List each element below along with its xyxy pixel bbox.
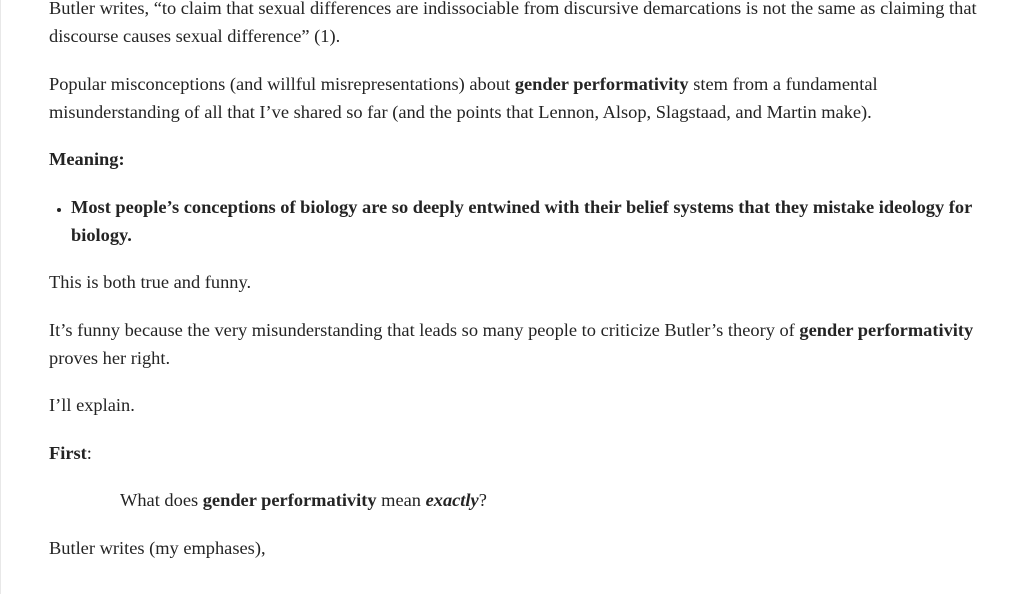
paragraph-meaning-heading [49,145,989,173]
list-item [71,193,989,249]
bold-term: gender performativity [799,319,974,340]
paragraph-text: I’ll explain. [49,395,135,415]
paragraph-misconceptions [49,70,989,126]
paragraph-text: stem from a fundamental misunderstanding of all that I’ve shared so far (and the points that Lennon, Alsop, Slagstaad, and Martin make). [49,73,878,122]
indented-question [49,486,989,514]
bold-term: gender performativity [514,73,689,94]
paragraph-text: mean [376,490,426,510]
paragraph-true-funny [49,268,989,296]
paragraph-explain [49,391,989,419]
paragraph-butler-quote [49,0,989,50]
paragraph-text: It’s funny because the very misunderstanding that leads so many people to criticize Butler’s theory of [49,319,800,340]
paragraph-funny-because [49,316,989,372]
paragraph-text: Popular misconceptions (and willful misrepresentations) about [49,73,515,94]
bullet-text: Most people’s conceptions of biology are so deeply entwined with their belief systems that they mistake ideology for biology. [71,196,972,245]
bold-heading: First [49,442,87,463]
paragraph-text: : [86,442,92,463]
bullet-list [49,193,989,249]
bold-italic-term: exactly [425,490,479,510]
paragraph-butler-writes [49,534,989,562]
bold-term: gender performativity [202,490,377,510]
paragraph-first-heading [49,439,989,467]
article-body [49,0,989,581]
bold-heading: Meaning: [49,149,125,169]
paragraph-text: ? [478,490,487,510]
paragraph-text: proves her right. [49,347,171,368]
left-divider [0,0,1,594]
paragraph-text: Butler writes (my emphases), [49,537,266,558]
paragraph-text: This is both true and funny. [49,272,252,292]
paragraph-text: Butler writes, “to claim that sexual differences are indissociable from discursive demarcations is not the same as claiming that discourse causes sexual difference” (1). [49,0,977,46]
paragraph-text: What does [120,490,203,510]
